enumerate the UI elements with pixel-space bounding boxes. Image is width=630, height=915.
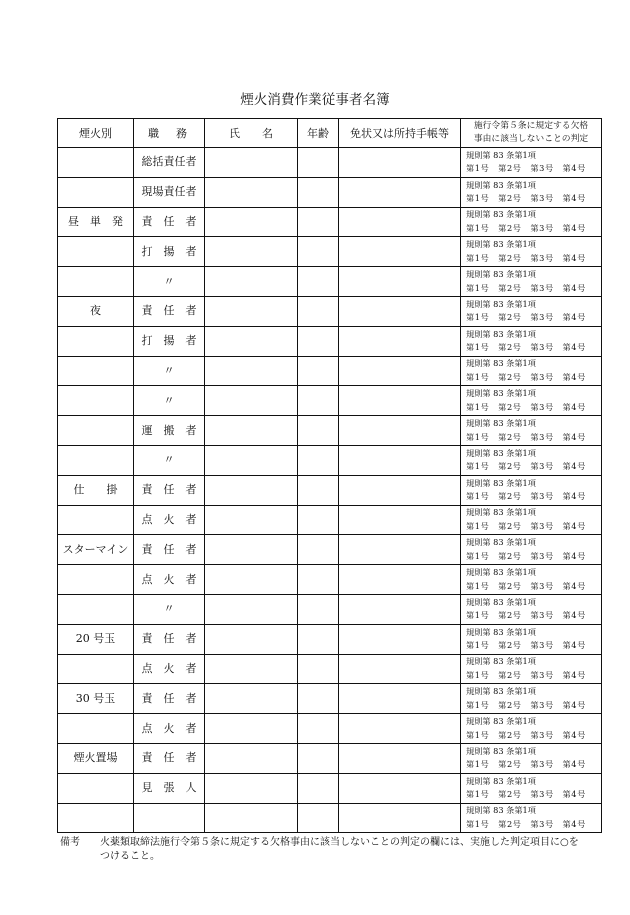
fireworks-type-cell	[58, 386, 134, 416]
table-header-row	[58, 119, 602, 148]
duty-label: 見 張 人	[141, 781, 197, 795]
duty-cell	[134, 296, 205, 326]
judgment-cell	[461, 326, 602, 356]
duty-label: 責 任 者	[141, 214, 197, 228]
license-cell	[339, 386, 461, 416]
duty-cell	[134, 177, 205, 207]
name-cell	[205, 714, 298, 744]
duty-label: 責 任 者	[141, 483, 197, 497]
fireworks-type-cell	[58, 714, 134, 744]
license-cell	[339, 714, 461, 744]
judgment-items-text: 第1号 第2号 第3号 第4号	[466, 550, 586, 561]
duty-label: 〃	[163, 274, 175, 288]
duty-cell	[134, 148, 205, 178]
table-row	[58, 565, 602, 595]
remarks-text	[100, 836, 579, 864]
fireworks-type-cell	[58, 803, 134, 833]
duty-cell	[134, 535, 205, 565]
table-row	[58, 445, 602, 475]
fireworks-type-cell	[58, 326, 134, 356]
age-cell	[298, 177, 339, 207]
age-cell	[298, 386, 339, 416]
age-cell	[298, 505, 339, 535]
duty-cell	[134, 773, 205, 803]
age-cell	[298, 445, 339, 475]
judgment-items-text: 第1号 第2号 第3号 第4号	[466, 312, 586, 323]
duty-label: 点 火 者	[141, 512, 197, 526]
judgment-cell	[461, 714, 602, 744]
age-cell	[298, 267, 339, 297]
license-cell	[339, 565, 461, 595]
judgment-items-text: 第1号 第2号 第3号 第4号	[466, 431, 586, 442]
name-cell	[205, 624, 298, 654]
judgment-items-text: 第1号 第2号 第3号 第4号	[466, 699, 586, 710]
age-cell	[298, 296, 339, 326]
age-cell	[298, 326, 339, 356]
name-cell	[205, 386, 298, 416]
roster-body	[58, 148, 602, 833]
judgment-cell	[461, 356, 602, 386]
table-row	[58, 207, 602, 237]
table-row	[58, 475, 602, 505]
license-cell	[339, 773, 461, 803]
judgment-cell	[461, 624, 602, 654]
remarks-note	[60, 836, 620, 866]
duty-label: 点 火 者	[141, 721, 197, 735]
fireworks-type-cell	[58, 684, 134, 714]
duty-cell	[134, 475, 205, 505]
table-row	[58, 177, 602, 207]
duty-label: 点 火 者	[141, 572, 197, 586]
duty-cell	[134, 237, 205, 267]
license-cell	[339, 684, 461, 714]
judgment-items-text: 第1号 第2号 第3号 第4号	[466, 222, 586, 233]
name-cell	[205, 148, 298, 178]
duty-label: 打 揚 者	[141, 244, 197, 258]
name-cell	[205, 743, 298, 773]
judgment-cell	[461, 445, 602, 475]
license-cell	[339, 624, 461, 654]
duty-label: 責 任 者	[141, 691, 197, 705]
judgment-cell	[461, 207, 602, 237]
license-cell	[339, 803, 461, 833]
name-cell	[205, 803, 298, 833]
judgment-cell	[461, 684, 602, 714]
table-row	[58, 624, 602, 654]
header-name: 氏 名	[205, 119, 298, 148]
license-cell	[339, 475, 461, 505]
fireworks-type-cell	[58, 296, 134, 326]
judgment-rule-text: 規則第 83 条第1項	[466, 358, 536, 369]
duty-label: 運 搬 者	[141, 423, 197, 437]
remarks-label: 備考	[60, 837, 80, 848]
judgment-items-text: 第1号 第2号 第3号 第4号	[466, 371, 586, 382]
name-cell	[205, 296, 298, 326]
license-cell	[339, 743, 461, 773]
license-cell	[339, 326, 461, 356]
judgment-rule-text: 規則第 83 条第1項	[466, 209, 536, 220]
age-cell	[298, 207, 339, 237]
table-row	[58, 267, 602, 297]
age-cell	[298, 654, 339, 684]
judgment-items-text: 第1号 第2号 第3号 第4号	[466, 669, 586, 680]
table-row	[58, 714, 602, 744]
age-cell	[298, 684, 339, 714]
duty-cell	[134, 594, 205, 624]
judgment-cell	[461, 148, 602, 178]
license-cell	[339, 654, 461, 684]
license-cell	[339, 445, 461, 475]
table-row	[58, 773, 602, 803]
license-cell	[339, 177, 461, 207]
fireworks-type-cell	[58, 148, 134, 178]
fireworks-type-cell	[58, 237, 134, 267]
duty-label: 打 揚 者	[141, 334, 197, 348]
age-cell	[298, 416, 339, 446]
name-cell	[205, 326, 298, 356]
name-cell	[205, 356, 298, 386]
license-cell	[339, 535, 461, 565]
judgment-cell	[461, 386, 602, 416]
judgment-cell	[461, 535, 602, 565]
name-cell	[205, 565, 298, 595]
table-row	[58, 594, 602, 624]
judgment-items-text: 第1号 第2号 第3号 第4号	[466, 759, 586, 770]
table-row	[58, 237, 602, 267]
duty-label: 〃	[163, 363, 175, 377]
judgment-items-text: 第1号 第2号 第3号 第4号	[466, 193, 586, 204]
name-cell	[205, 594, 298, 624]
duty-label: 総括責任者	[141, 155, 197, 169]
judgment-rule-text: 規則第 83 条第1項	[466, 179, 536, 190]
judgment-rule-text: 規則第 83 条第1項	[466, 269, 536, 280]
judgment-rule-text: 規則第 83 条第1項	[466, 149, 536, 160]
license-cell	[339, 416, 461, 446]
judgment-cell	[461, 654, 602, 684]
judgment-items-text: 第1号 第2号 第3号 第4号	[466, 401, 586, 412]
fireworks-type-label: 仕 掛	[73, 483, 118, 497]
duty-label: 責 任 者	[141, 632, 197, 646]
judgment-cell	[461, 773, 602, 803]
name-cell	[205, 207, 298, 237]
fireworks-type-cell	[58, 267, 134, 297]
license-cell	[339, 356, 461, 386]
fireworks-type-cell	[58, 445, 134, 475]
duty-cell	[134, 505, 205, 535]
table-row	[58, 505, 602, 535]
name-cell	[205, 267, 298, 297]
judgment-cell	[461, 803, 602, 833]
fireworks-type-cell	[58, 356, 134, 386]
judgment-rule-text: 規則第 83 条第1項	[466, 507, 536, 518]
table-row	[58, 684, 602, 714]
header-license: 免状又は所持手帳等	[339, 119, 461, 148]
table-row	[58, 326, 602, 356]
duty-cell	[134, 356, 205, 386]
duty-cell	[134, 624, 205, 654]
fireworks-type-cell	[58, 565, 134, 595]
judgment-rule-text: 規則第 83 条第1項	[466, 716, 536, 727]
name-cell	[205, 684, 298, 714]
judgment-cell	[461, 505, 602, 535]
header-duty: 職 務	[134, 119, 205, 148]
name-cell	[205, 535, 298, 565]
age-cell	[298, 237, 339, 267]
judgment-rule-text: 規則第 83 条第1項	[466, 298, 536, 309]
header-age: 年齢	[298, 119, 339, 148]
age-cell	[298, 714, 339, 744]
roster-table	[57, 118, 602, 833]
judgment-cell	[461, 594, 602, 624]
name-cell	[205, 773, 298, 803]
judgment-cell	[461, 416, 602, 446]
judgment-rule-text: 規則第 83 条第1項	[466, 477, 536, 488]
name-cell	[205, 416, 298, 446]
page-title: 煙火消費作業従事者名簿	[240, 92, 390, 108]
duty-cell	[134, 565, 205, 595]
duty-label: 責 任 者	[141, 304, 197, 318]
judgment-cell	[461, 237, 602, 267]
judgment-items-text: 第1号 第2号 第3号 第4号	[466, 252, 586, 263]
table-row	[58, 803, 602, 833]
name-cell	[205, 505, 298, 535]
duty-cell	[134, 654, 205, 684]
judgment-rule-text: 規則第 83 条第1項	[466, 447, 536, 458]
header-judgment	[461, 119, 602, 148]
duty-label: 点 火 者	[141, 661, 197, 675]
table-row	[58, 654, 602, 684]
age-cell	[298, 475, 339, 505]
duty-label: 〃	[163, 453, 175, 467]
judgment-rule-text: 規則第 83 条第1項	[466, 388, 536, 399]
license-cell	[339, 296, 461, 326]
judgment-rule-text: 規則第 83 条第1項	[466, 567, 536, 578]
header-fireworks-type: 煙火別	[58, 119, 134, 148]
license-cell	[339, 237, 461, 267]
license-cell	[339, 505, 461, 535]
table-row	[58, 356, 602, 386]
age-cell	[298, 148, 339, 178]
table-row	[58, 535, 602, 565]
judgment-rule-text: 規則第 83 条第1項	[466, 626, 536, 637]
duty-cell	[134, 684, 205, 714]
license-cell	[339, 594, 461, 624]
remarks-line-1: 火薬類取締法施行令第５条に規定する欠格事由に該当しないことの判定の欄には、実施した判定項目に○を	[100, 837, 579, 848]
duty-label: 〃	[163, 602, 175, 616]
table-row	[58, 416, 602, 446]
fireworks-type-label: 夜	[90, 304, 101, 318]
name-cell	[205, 654, 298, 684]
judgment-items-text: 第1号 第2号 第3号 第4号	[466, 729, 586, 740]
judgment-rule-text: 規則第 83 条第1項	[466, 239, 536, 250]
duty-cell	[134, 326, 205, 356]
fireworks-type-cell	[58, 505, 134, 535]
judgment-rule-text: 規則第 83 条第1項	[466, 596, 536, 607]
judgment-cell	[461, 475, 602, 505]
judgment-cell	[461, 267, 602, 297]
duty-cell	[134, 803, 205, 833]
judgment-rule-text: 規則第 83 条第1項	[466, 805, 536, 816]
judgment-items-text: 第1号 第2号 第3号 第4号	[466, 163, 586, 174]
fireworks-type-label: 20 号玉	[75, 632, 116, 646]
judgment-items-text: 第1号 第2号 第3号 第4号	[466, 789, 586, 800]
age-cell	[298, 743, 339, 773]
name-cell	[205, 445, 298, 475]
table-row	[58, 386, 602, 416]
license-cell	[339, 207, 461, 237]
judgment-items-text: 第1号 第2号 第3号 第4号	[466, 580, 586, 591]
fireworks-type-label: 煙火置場	[73, 751, 118, 765]
judgment-items-text: 第1号 第2号 第3号 第4号	[466, 282, 586, 293]
judgment-items-text: 第1号 第2号 第3号 第4号	[466, 640, 586, 651]
judgment-rule-text: 規則第 83 条第1項	[466, 775, 536, 786]
judgment-items-text: 第1号 第2号 第3号 第4号	[466, 610, 586, 621]
fireworks-type-cell	[58, 624, 134, 654]
age-cell	[298, 594, 339, 624]
fireworks-type-label: スターマイン	[62, 542, 129, 556]
duty-label: 責 任 者	[141, 542, 197, 556]
duty-label: 責 任 者	[141, 751, 197, 765]
fireworks-type-cell	[58, 416, 134, 446]
fireworks-type-label: 30 号玉	[75, 691, 116, 705]
header-judgment-line-2: 事由に該当しないことの判定	[473, 134, 589, 144]
judgment-rule-text: 規則第 83 条第1項	[466, 686, 536, 697]
header-judgment-line-1: 施行令第５条に規定する欠格	[473, 121, 589, 131]
duty-cell	[134, 445, 205, 475]
age-cell	[298, 356, 339, 386]
fireworks-type-cell	[58, 207, 134, 237]
remarks-line-2: つけること。	[100, 851, 160, 862]
table-row	[58, 296, 602, 326]
table-row	[58, 148, 602, 178]
fireworks-type-cell	[58, 535, 134, 565]
duty-cell	[134, 416, 205, 446]
age-cell	[298, 565, 339, 595]
age-cell	[298, 624, 339, 654]
duty-cell	[134, 714, 205, 744]
judgment-items-text: 第1号 第2号 第3号 第4号	[466, 520, 586, 531]
fireworks-type-cell	[58, 743, 134, 773]
fireworks-type-label: 昼 単 発	[68, 214, 123, 228]
judgment-items-text: 第1号 第2号 第3号 第4号	[466, 491, 586, 502]
judgment-items-text: 第1号 第2号 第3号 第4号	[466, 342, 586, 353]
name-cell	[205, 475, 298, 505]
judgment-items-text: 第1号 第2号 第3号 第4号	[466, 818, 586, 829]
judgment-rule-text: 規則第 83 条第1項	[466, 418, 536, 429]
fireworks-type-cell	[58, 654, 134, 684]
license-cell	[339, 148, 461, 178]
table-row	[58, 743, 602, 773]
fireworks-type-cell	[58, 475, 134, 505]
judgment-rule-text: 規則第 83 条第1項	[466, 537, 536, 548]
judgment-cell	[461, 296, 602, 326]
name-cell	[205, 237, 298, 267]
duty-label: 〃	[163, 393, 175, 407]
duty-label: 現場責任者	[141, 185, 197, 199]
judgment-rule-text: 規則第 83 条第1項	[466, 745, 536, 756]
fireworks-type-cell	[58, 773, 134, 803]
judgment-rule-text: 規則第 83 条第1項	[466, 656, 536, 667]
duty-cell	[134, 207, 205, 237]
age-cell	[298, 773, 339, 803]
duty-cell	[134, 267, 205, 297]
fireworks-type-cell	[58, 177, 134, 207]
name-cell	[205, 177, 298, 207]
judgment-items-text: 第1号 第2号 第3号 第4号	[466, 461, 586, 472]
judgment-cell	[461, 743, 602, 773]
duty-cell	[134, 743, 205, 773]
judgment-cell	[461, 177, 602, 207]
judgment-cell	[461, 565, 602, 595]
duty-cell	[134, 386, 205, 416]
fireworks-type-cell	[58, 594, 134, 624]
license-cell	[339, 267, 461, 297]
judgment-rule-text: 規則第 83 条第1項	[466, 328, 536, 339]
age-cell	[298, 535, 339, 565]
age-cell	[298, 803, 339, 833]
